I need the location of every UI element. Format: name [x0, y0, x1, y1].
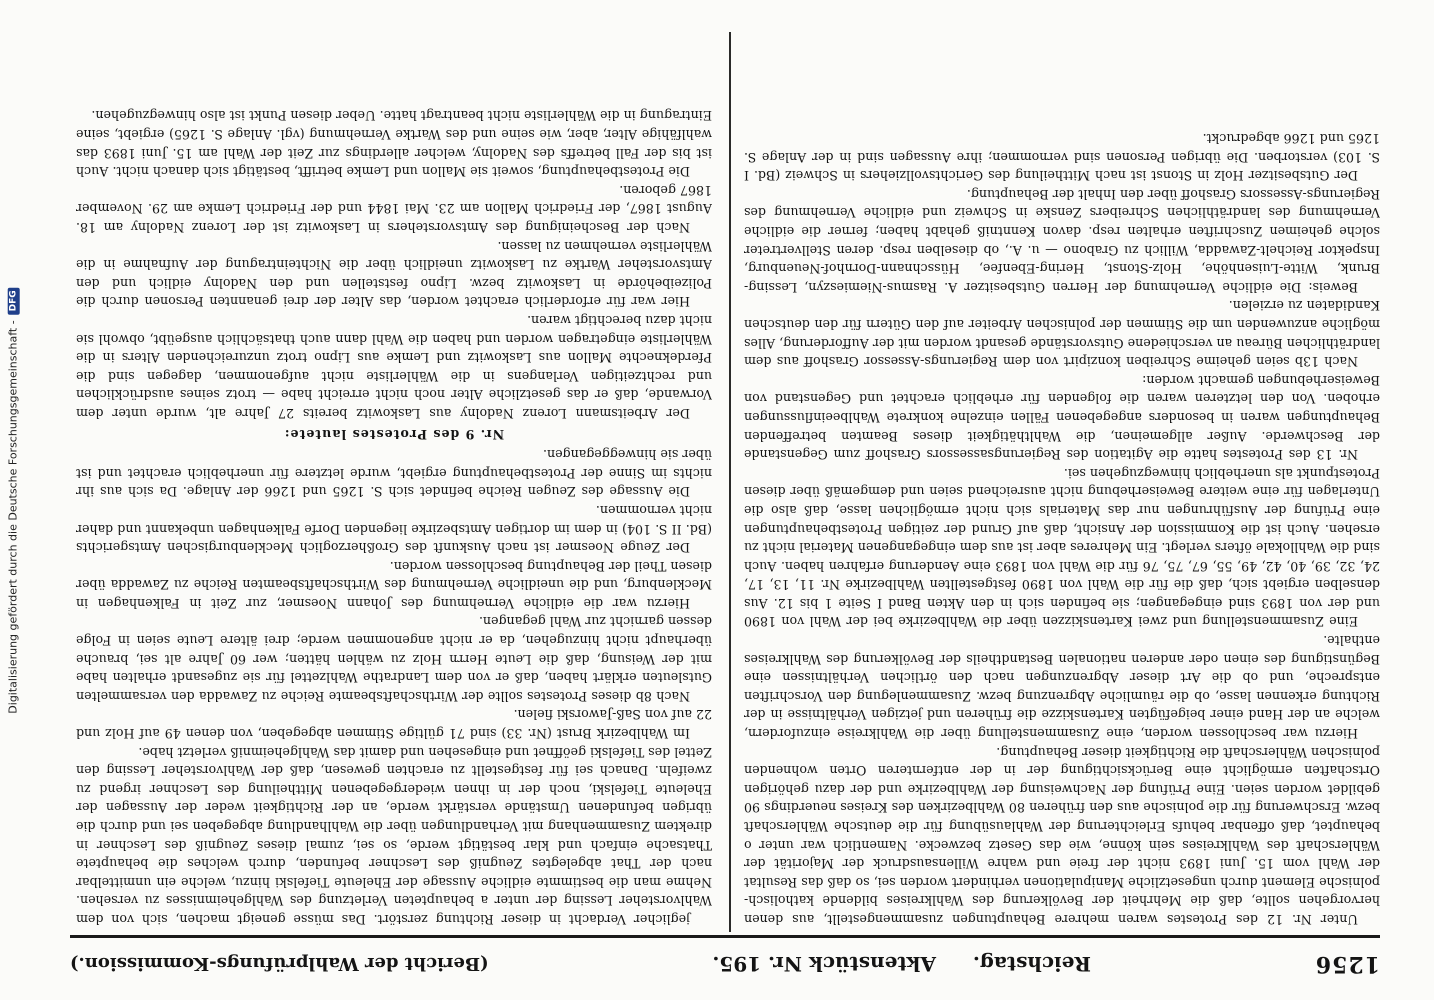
header-document: Aktenstück Nr. 195.	[712, 952, 936, 976]
paragraph: Nr. 13 des Protestes hatte die Agitation des Regierungsassessors Grashoff zum Gegenstande der Beschwerde. Außer allgemeinen, die Wahlthätigkeit dieses Beamten betreffenden Behauptungen waren in besonders angegebenen Fällen einzelne konkrete Wahlbeeinflussungen erhoben. Von den letzteren waren die folgenden für erheblich erachtet und Gegenstand von Beweiserhebungen gemacht worden:	[744, 372, 1380, 463]
paragraph: Im Wahlbezirk Brust (Nr. 33) sind 71 gültige Stimmen abgegeben, von denen 49 auf Holz und 22 auf von Saß-Jaworski fielen.	[76, 707, 712, 742]
paragraph: Die Aussage des Zeugen Reiche befindet sich S. 1265 und 1266 der Anlage. Da sich aus ihr nichts im Sinne der Protestbehauptung ergiebt, wurde letztere für unerheblich erachtet und ist über sie hinweggegangen.	[76, 447, 712, 500]
paragraph: jeglicher Verdacht in dieser Richtung zerstört. Das müsse geneigt machen, sich von dem Wahlvorsteher Lessing der unter a behaupteten Verletzung des Wahlgeheimnisses zu versehen. Nehme man die bestimmte eidliche Aussage der Eheleute Tiefelski hinzu, welche ein unmittelbar nach der That abgelegtes Zeugniß des Leschner befunden, durch welches die behauptete Thatsache einfach und klar bestätigt werde, so sei, zumal dieses Zeugniß des Leschner in direktem Zusammenhang mit Verhandlungen über die Wahlhandlung abgegeben sei und durch die übrigen befundenen Umstände verstärkt werde, an der Richtigkeit weder der Aussagen der Eheleute Tiefelski, noch der in ihnen wiedergegebenen Mittheilung des Leschner irgend zu zweifeln. Danach sei für festgestellt zu erachten gewesen, daß der Wahlvorsteher Lessing den Zettel des Tiefelski geöffnet und eingesehen und damit das Wahlgeheimniß verletzt habe.	[76, 744, 712, 927]
column-divider	[729, 32, 731, 932]
credit-text: Digitalisierung gefördert durch die Deutsche Forschungsgemeinschaft -	[6, 319, 20, 714]
right-column	[76, 28, 712, 928]
paragraph: Hierzu war beschlossen worden, eine Zusammenstellung über die Wahlkreise einzufordern, welche an der Hand einer beigefügten Kartenskizze die früheren und jetzigen Verhältnisse in der Richtung erkennen lasse, ob die räumliche Abgrenzung bezw. Zusammenlegung den Vorschriften entspreche, und ob die Art dieser Abgrenzungen nach den örtlichen Verhältnissen eine Begünstigung des einen oder anderen nationalen Bestandtheils der Bevölkerung des Wahlkreises enthalte.	[744, 633, 1380, 742]
page-number: 1256	[1314, 951, 1380, 977]
left-column	[744, 28, 1380, 928]
paragraph: Nach der Bescheinigung des Amtsvorstehers in Laskowitz ist der Lorenz Nadolny am 18. August 1867, der Friedrich Mallon am 23. Mai 1844 und der Friedrich Lemke am 29. November 1867 geboren.	[76, 182, 712, 236]
paragraph: Beweis: Die eidliche Vernehmung der Herren Gutsbesitzer A. Rasmus-Niemieszyn, Lessing-Brunk, Witte-Luisenhöhe, Holz-Stonst, Hering-Ebenfee, Hüsschnann-Dornhof-Neuenburg, Inspektor Reichelt-Zawadda, Willich zu Grabono — u. A., ob dieselben resp. deren Stellvertreter solche geheimen Zuschriften erhalten resp. davon Kenntniß gehabt haben; ferner die eidliche Vernehmung des landräthlichen Schreibers Zenske in Schweiz und eidliche Vernehmung des Regierungs-Assessors Grashoff über den Inhalt der Behauptung.	[744, 186, 1380, 295]
header-subtitle: (Bericht der Wahlprüfungs-Kommission.)	[70, 953, 489, 975]
paragraph: Der Zeuge Noesmer ist nach Auskunft des Großherzoglich Mecklenburgischen Amtsgerichts (Bd. II S. 104) in dem im dortigen Amtsbezirke liegenden Dorfe Falkenhagen unbekannt und daher nicht vernommen.	[76, 502, 712, 556]
paragraph: Eine Zusammenstellung und zwei Kartenskizzen über die Wahlbezirke bei der Wahl von 1890 und der von 1893 sind eingegangen; sie befinden sich in den Akten Band I Seite 1 bis 12. Aus denselben ergiebt sich, daß die für die Wahl von 1890 festgestellten Wahlbezirke Nr. 11, 13, 17, 24, 32, 39, 40, 42, 49, 55, 67, 75, 76 für die Wahl von 1893 eine Aenderung erfahren haben. Auch sind die Wahllokale öfters verlegt. Ein Mehreres aber ist aus dem eingegangenen Material nicht zu ersehen. Auch ist die Kommission der Ansicht, daß auf Grund der zeitigen Protestbehauptungen eine Prüfung der Ausführungen nur das Materials sich nicht ermöglichen lasse, daß also die Unterlagen für eine weitere Beweiserhebung nicht ausreichend seien und demgemäß über diesen Protestpunkt als unerheblich hinwegzugehen sei.	[744, 465, 1380, 630]
rotated-page-content	[70, 12, 1380, 988]
paragraph: Der Arbeitsmann Lorenz Nadolny aus Laskowitz bereits 27 Jahre alt, wurde unter dem Vorwande, daß er das gesetzliche Alter noch nicht erreicht habe — trotz seines ausdrücklichen und rechtzeitigen Verlangens in die Wählerliste nicht aufgenommen, dagegen sind die Pferdeknechte Mallon aus Laskowitz und Lemke aus Lipno trotz unzureichenden Alters in die Wählerliste eingetragen worden und haben die Wahl dann auch thatsächlich ausgeübt, obwohl sie nicht dazu berechtigt waren.	[76, 313, 712, 421]
paragraph: Hier war für erforderlich erachtet worden, das Alter der drei genannten Personen durch die Polizeibehörde in Laskowitz bezw. Lipno feststellen und den Nadolny eidlich und den Amtsvorsteher Wartke zu Laskowitz uneidlich über die Nichteintragung der Aufnahme in die Wählerliste vernehmen zu lassen.	[76, 238, 712, 310]
paragraph: Unter Nr. 12 des Protestes waren mehrere Behauptungen zusammengestellt, aus denen hervorgehen sollte, daß die Mehrheit der Bevölkerung des Wahlkreises bildende katholisch-polnische Element durch ungesetzliche Manipulationen verhindert worden sei, so daß das Resultat der Wahl vom 15. Juni 1893 nicht der freie und wahre Willensausdruck der Majorität der Wählerschaft des Wahlkreises sein könne, wie das Gesetz bezwecke. Namentlich war unter o behauptet, daß offenbar behufs Erleichterung der Wahlausübung für die deutsche Wählerschaft bezw. Erschwerung für die polnische aus den früheren 80 Wahlbezirken des Kreises neuerdings 90 gebildet worden seien. Eine Prüfung der Nachweisung der Wahlbezirke und der dazu gehörigen Ortschaften ermöglicht eine Berücksichtigung der in der entfernteren Orten wohnenden polnischen Wählerschaft die Richtigkeit dieser Behauptung.	[744, 744, 1380, 927]
paragraph: Nach 13b seien geheime Schreiben konzipirt von dem Regierungs-Assessor Grashoff aus dem landräthlichen Büreau an verschiedene Gutsvorstände gesandt worden mit der Aufforderung, Alles mögliche anzuwenden um die Stimmen der polnischen Arbeiter auf den Gütern für den deutschen Kandidaten zu erzielen.	[744, 298, 1380, 370]
digitization-credit	[0, 0, 26, 1000]
paragraph: Nach 8b dieses Protestes sollte der Wirthschaftsbeamte Reiche zu Zawadda den versammelten Gutsleuten erklärt haben, daß er von dem Landrathe Wahlzettel für sie zugesandt erhalten habe mit der Weisung, daß die Leute Herrn Holz zu wählen hätten; wer 60 Jahre alt sei, brauche überhaupt nicht hinzugehen, da er nicht angenommen werde; drei ältere Leute seien in Folge dessen garnicht zur Wahl gegangen.	[76, 614, 712, 704]
paragraph: Die Protestbehauptung, soweit sie Mallon und Lemke betrifft, bestätigt sich danach nicht. Auch ist bis der Fall betreffs des Nadolny, welcher allerdings zur Zeit der Wahl am 15. Juni 1893 das wahlfähige Alter, aber, wie seine und des Wartke Vernehmung (vgl. Anlage S. 1265) ergiebt, seine Eintragung in die Wählerliste nicht beantragt hatte. Ueber diesen Punkt ist also hinwegzugehen.	[76, 108, 712, 180]
paragraph: Der Gutsbesitzer Holz in Stonst ist nach Mittheilung des Gerichtsvollziehers in Schweiz (Bd. I S. 103) verstorben. Die übrigen Personen sind vernommen; ihre Aussagen sind in der Anlage S. 1265 und 1266 abgedruckt.	[744, 131, 1380, 184]
page-header	[70, 940, 1380, 988]
header-section: Reichstag.	[972, 952, 1091, 976]
header-title	[712, 952, 1091, 976]
paragraph: Hierzu war die eidliche Vernehmung des Johann Noesmer, zur Zeit in Falkenhagen in Mecklenburg, und die uneidliche Vernehmung des Wirthschaftsbeamten Reiche zu Zawadda über diesen Theil der Behauptung beschlossen worden.	[76, 558, 712, 611]
header-rule	[70, 935, 1380, 938]
dfg-logo: DFG	[7, 287, 19, 314]
section-heading: Nr. 9 des Protestes lautete:	[283, 426, 505, 442]
